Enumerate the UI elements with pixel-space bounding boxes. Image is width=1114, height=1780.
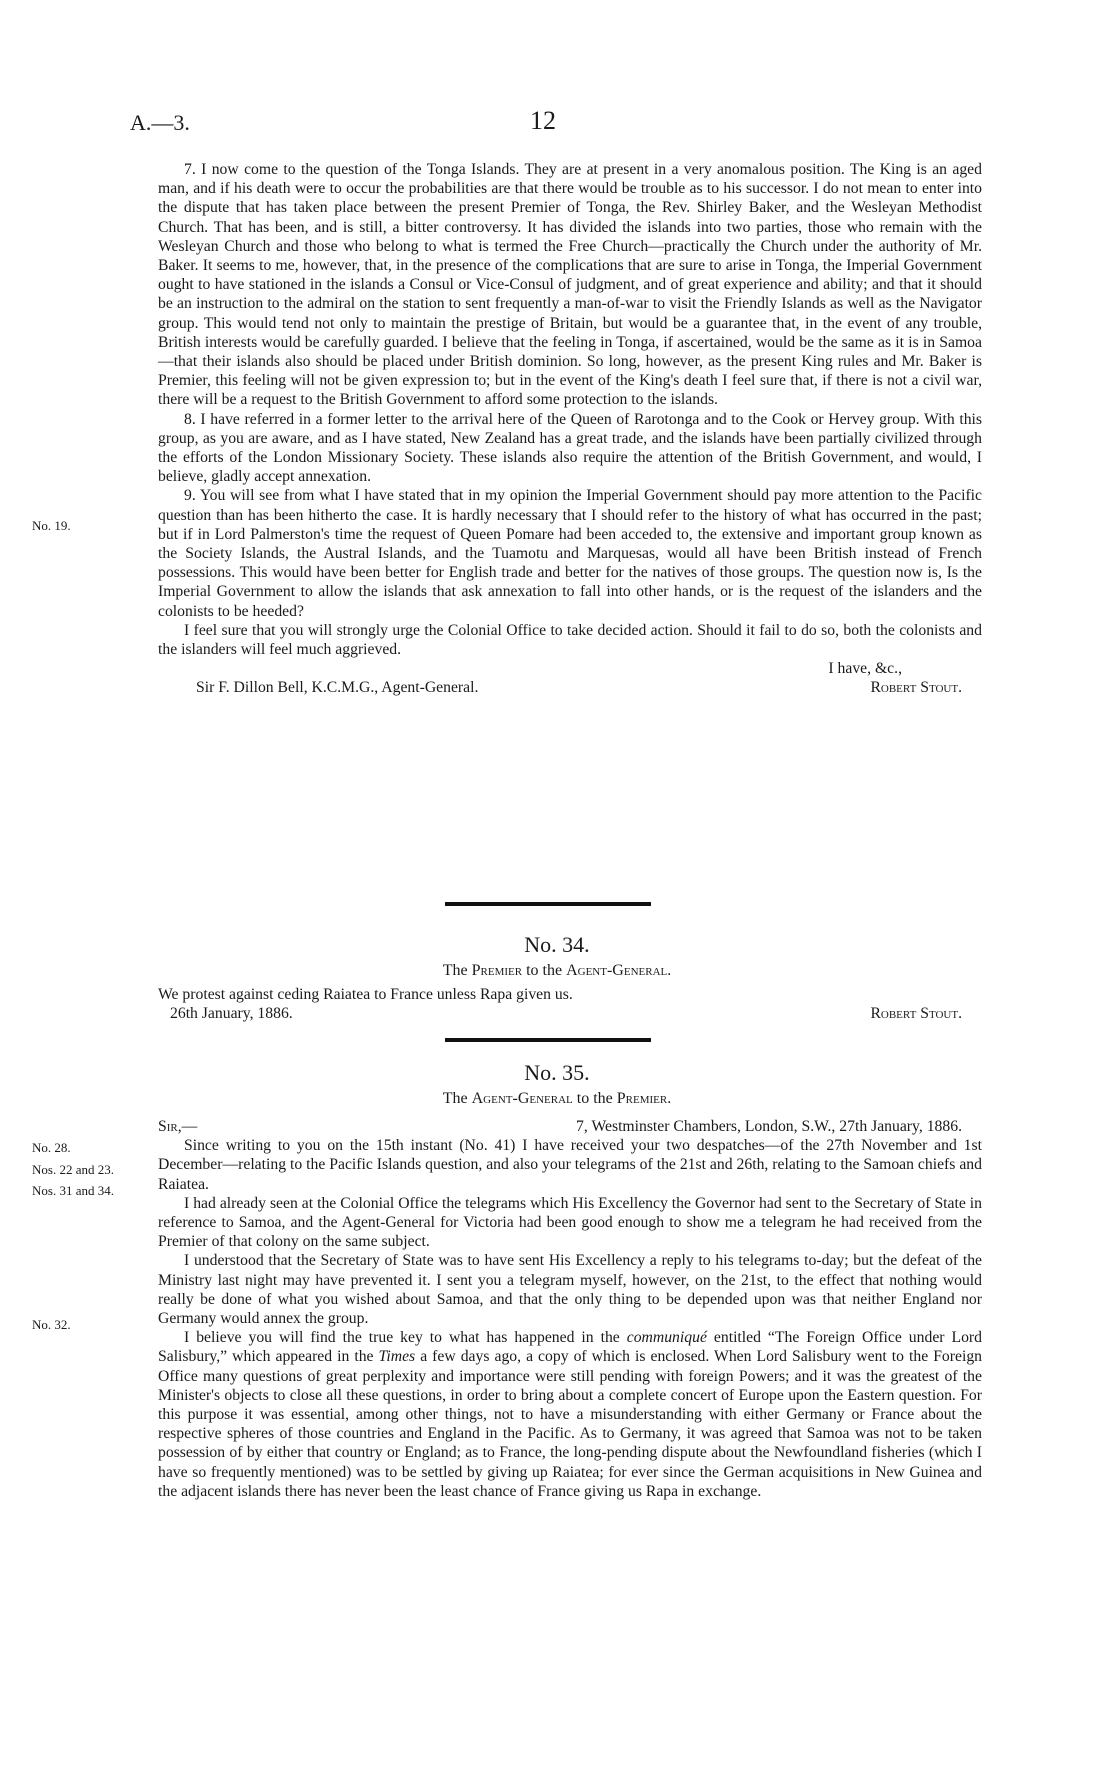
section-divider <box>445 1038 651 1042</box>
letter-continuation <box>158 160 982 698</box>
section-subhead-35: The Agent-General to the Premier. <box>442 1090 672 1107</box>
margin-note-nos22-23: Nos. 22 and 23. <box>32 1162 114 1177</box>
paragraph-8: 8. I have referred in a former letter to the arrival here of the Queen of Rarotonga and to the Cook or Hervey group. With this group, as you are aware, and as I have stated, New Zealand has a great trade, and the islands have been partially civilized through the efforts of the London Missionary Society. These islands also require the attention of the British Government, and would, I believe, gladly accept annexation. <box>158 410 982 486</box>
section-divider <box>445 902 651 906</box>
signature-row <box>158 678 982 697</box>
section-subhead-34: The Premier to the Agent-General. <box>442 962 672 979</box>
letter-paragraph-3: I understood that the Secretary of State was to have sent His Excellency a reply to his telegrams to-day; but the defeat of the Ministry last night may have prevented it. I sent you a telegram myself, however, on the 21st, to the effect that nothing would really be done of what you wished about Samoa, and that the only thing to be depended upon was that neither England nor Germany would annex the group. <box>158 1252 982 1328</box>
section-heading-35: No. 35. <box>524 1060 590 1085</box>
paragraph-7: 7. I now come to the question of the Tonga Islands. They are at present in a very anomalous position. The King is an aged man, and if his death were to occur the probabilities are that there would be trouble as to his successor. I do not mean to enter into the dispute that has taken place between the present Premier of Tonga, the Rev. Shirley Baker, and the Wesleyan Methodist Church. That has been, and is still, a bitter controversy. It has divided the islands into two parties, those who remain with the Wesleyan Church and those who belong to what is termed the Free Church—practically the Church under the authority of Mr. Baker. It seems to me, however, that, in the presence of the complications that are sure to arise in Tonga, the Imperial Government ought to have stationed in the islands a Consul or Vice-Consul of judgment, and of great experience and ability; and that it should be an instruction to the admiral on the station to sent frequently a man-of-war to visit the Friendly Islands as well as the Navigator group. This would tend not only to maintain the prestige of Britain, but would be a guarantee that, in the event of any trouble, British interests would be carefully guarded. I believe that the feeling in Tonga, if ascertained, would be the same as it is in Samoa—that their islands also should be placed under British dominion. So long, however, as the present King rules and Mr. Baker is Premier, this feeling will not be given expression to; but in the event of the King's death I feel sure that, if there is not a civil war, there will be a request to the British Government to afford some protection to the islands. <box>158 161 982 409</box>
letter-paragraph-4: I believe you will find the true key to what has happened in the communiqué entitled “The Foreign Office under Lord Salisbury,” which appeared in the Times a few days ago, a copy of which is enclosed. When Lord Salisbury went to the Foreign Office many questions of great perplexity and importance were still pending with foreign Powers; and it was the greatest of the Minister's objects to close all these questions, in order to bring about a complete concert of Europe upon the Eastern question. For this purpose it was essential, among other things, not to have a misunderstanding with either Germany or France about the respective spheres of those countries and England in the Pacific. As to Germany, it was agreed that Samoa was not to be taken possession of by either that country or England; as to France, the long-pending dispute about the Newfoundland fisheries (which I have so frequently mentioned) was to be settled by giving up Raiatea; for ever since the German acquisitions in New Guinea and the adjacent islands there has never been the least chance of France giving us Rapa in exchange. <box>158 1329 983 1500</box>
section-heading-34: No. 34. <box>524 932 590 957</box>
margin-note-no28: No. 28. <box>32 1140 71 1155</box>
addressee: Sir F. Dillon Bell, K.C.M.G., Agent-General. <box>196 679 479 697</box>
salutation: Sir,— <box>158 1118 198 1135</box>
signature: Robert Stout. <box>870 679 962 697</box>
letter-header <box>158 1117 982 1136</box>
letter-paragraph-1: Since writing to you on the 15th instant (No. 41) I have received your two despatches—of the 27th November and 1st December—relating to the Pacific Islands question, and also your telegrams of the 21st and 26th, relating to the Samoan chiefs and Raiatea. <box>158 1137 982 1193</box>
closing: I have, &c., <box>828 660 902 678</box>
margin-note-no32: No. 32. <box>32 1317 71 1332</box>
telegram-footer <box>158 1004 982 1023</box>
sender-address: 7, Westminster Chambers, London, S.W., 27th January, 1886. <box>576 1118 962 1135</box>
margin-note-nos31-34: Nos. 31 and 34. <box>32 1183 114 1198</box>
paragraph-9: 9. You will see from what I have stated that in my opinion the Imperial Government should pay more attention to the Pacific question than has been hitherto the case. It is hardly necessary that I should refer to the history of what has occurred in the past; but if in Lord Palmerston's time the request of Queen Pomare had been acceded to, the extensive and important group known as the Society Islands, the Austral Islands, and the Tuamotu and Marquesas, would all have been British instead of French possessions. This would have been better for English trade and better for the natives of those groups. The question now is, Is the Imperial Government to allow the islands that ask annexation to fall into other hands, or is the request of the islanders and the colonists to be heeded? <box>158 487 982 620</box>
paragraph-10: I feel sure that you will strongly urge the Colonial Office to take decided action. Should it fail to do so, both the colonists and the islanders will feel much aggrieved. <box>158 621 982 659</box>
document-reference: A.—3. <box>130 110 190 135</box>
telegram-signature: Robert Stout. <box>870 1005 962 1023</box>
letter-35 <box>158 1117 982 1501</box>
telegram-body: We protest against ceding Raiatea to France unless Rapa given us. <box>158 986 573 1003</box>
margin-note-no19: No. 19. <box>32 518 71 533</box>
letter-paragraph-2: I had already seen at the Colonial Office the telegrams which His Excellency the Governor had sent to the Secretary of State in reference to Samoa, and the Agent-General for Victoria had been good enough to show me a telegram he had received from the Premier of that colony on the same subject. <box>158 1194 982 1251</box>
telegram-date: 26th January, 1886. <box>170 1005 293 1023</box>
telegram-34 <box>158 985 982 1023</box>
page-number: 12 <box>530 106 556 135</box>
